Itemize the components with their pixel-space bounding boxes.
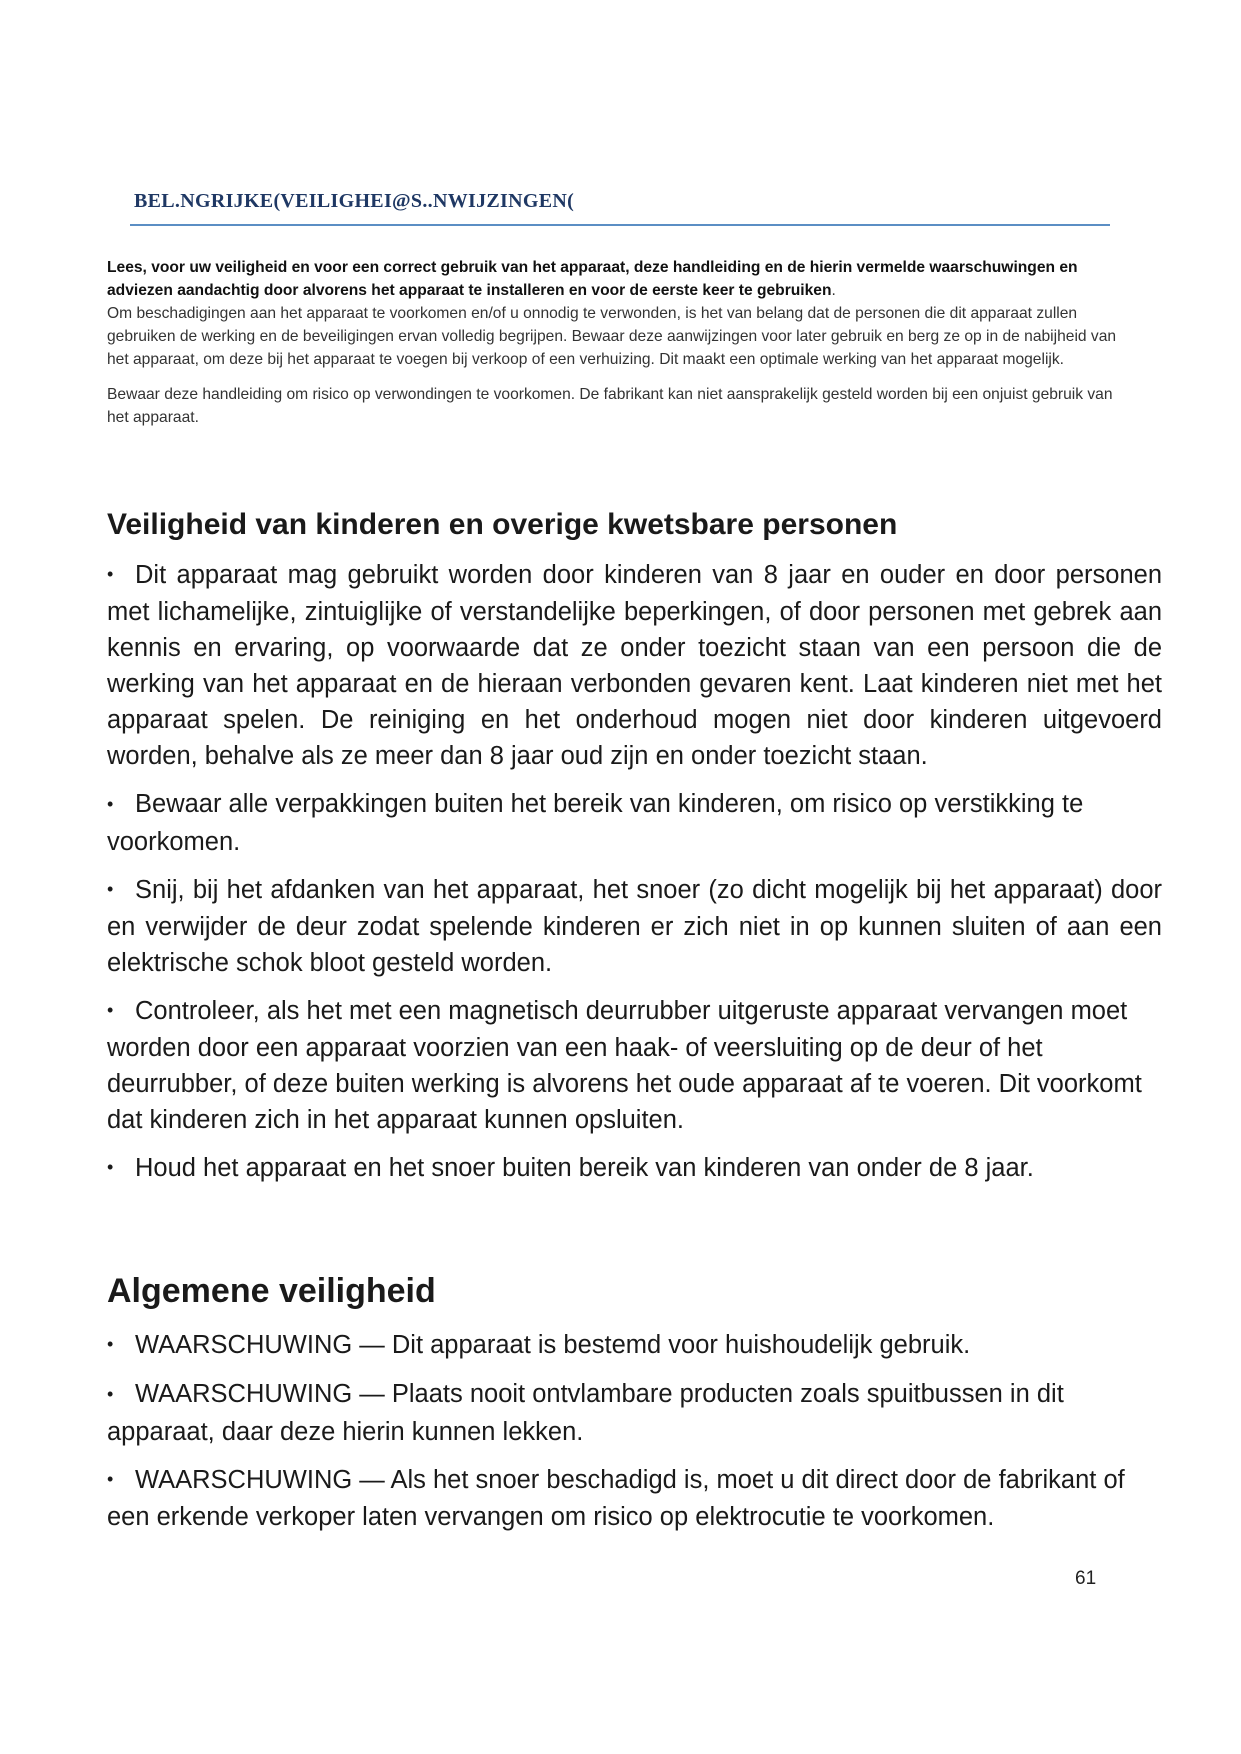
document-header-title: BEL.NGRIJKE(VEILIGHEI@S..NWIJZINGEN(: [134, 190, 575, 212]
children-safety-list: [107, 557, 1162, 1199]
list-item: • WAARSCHUWING — Als het snoer beschadigd is, moet u dit direct door de fabrikant of een erkende verkoper laten vervangen om risico op elektrocutie te voorkomen.: [107, 1462, 1162, 1535]
list-item: • Houd het apparaat en het snoer buiten bereik van kinderen van onder de 8 jaar.: [107, 1150, 1162, 1187]
general-safety-list: [107, 1327, 1162, 1547]
bullet-icon: •: [107, 793, 114, 814]
bullet-icon: •: [107, 564, 114, 585]
list-item: • Snij, bij het afdanken van het apparaat, het snoer (zo dicht mogelijk bij het apparaat) door en verwijder de deur zodat spelende kinderen er zich niet in op kunnen sluiten of aan een elektrische schok bloot gesteld worden.: [107, 872, 1162, 981]
bullet-icon: •: [107, 1383, 114, 1404]
header-divider: [130, 224, 1110, 226]
bullet-icon: •: [107, 1468, 114, 1489]
section-title-general-safety: Algemene veiligheid: [107, 1272, 436, 1310]
intro-bold-text: Lees, voor uw veiligheid en voor een correct gebruik van het apparaat, deze handleiding en de hierin vermelde waarschuwingen en adviezen aandachtig door alvorens het apparaat te installeren en voor de eerste keer te gebruiken: [107, 259, 1078, 299]
list-item: • WAARSCHUWING — Plaats nooit ontvlambare producten zoals spuitbussen in dit apparaat, daar deze hierin kunnen lekken.: [107, 1376, 1162, 1449]
bullet-icon: •: [107, 1000, 114, 1021]
section-title-children-safety: Veiligheid van kinderen en overige kwetsbare personen: [107, 508, 898, 541]
intro-bold-end: .: [831, 282, 836, 299]
page-number: 61: [1075, 1568, 1097, 1589]
intro-paragraph: [107, 256, 1117, 371]
bullet-icon: •: [107, 1334, 114, 1355]
bullet-icon: •: [107, 1157, 114, 1178]
list-item: • Dit apparaat mag gebruikt worden door kinderen van 8 jaar en ouder en door personen met lichamelijke, zintuiglijke of verstandelijke beperkingen, of door personen met gebrek aan kennis en ervaring, op voorwaarde dat ze onder toezicht staan van een persoon die de werking van het apparaat en de hieraan verbonden gevaren kent. Laat kinderen niet met het apparaat spelen. De reiniging en het onderhoud mogen niet door kinderen uitgevoerd worden, behalve als ze meer dan 8 jaar oud zijn en onder toezicht staan.: [107, 557, 1162, 774]
intro-block: [107, 256, 1117, 429]
list-item: • Bewaar alle verpakkingen buiten het bereik van kinderen, om risico op verstikking te voorkomen.: [107, 786, 1162, 859]
bullet-icon: •: [107, 878, 114, 899]
list-item: • Controleer, als het met een magnetisch deurrubber uitgeruste apparaat vervangen moet worden door een apparaat voorzien van een haak- of veersluiting op de deur of het deurrubber, of deze buiten werking is alvorens het oude apparaat af te voeren. Dit voorkomt dat kinderen zich in het apparaat kunnen opsluiten.: [107, 993, 1162, 1138]
list-item: • WAARSCHUWING — Dit apparaat is bestemd voor huishoudelijk gebruik.: [107, 1327, 1162, 1364]
intro-paragraph-rest: Om beschadigingen aan het apparaat te voorkomen en/of u onnodig te verwonden, is het van belang dat de personen die dit apparaat zullen gebruiken de werking en de beveiligingen ervan volledig begrijpen. Bewaar deze aanwijzingen voor later gebruik en berg ze op in de nabijheid van het apparaat, om deze bij het apparaat te voegen bij verkoop of een verhuizing. Dit maakt een optimale werking van het apparaat mogelijk.: [107, 305, 1117, 368]
intro-paragraph-2: Bewaar deze handleiding om risico op verwondingen te voorkomen. De fabrikant kan niet aansprakelijk gesteld worden bij een onjuist gebruik van het apparaat.: [107, 386, 1113, 426]
